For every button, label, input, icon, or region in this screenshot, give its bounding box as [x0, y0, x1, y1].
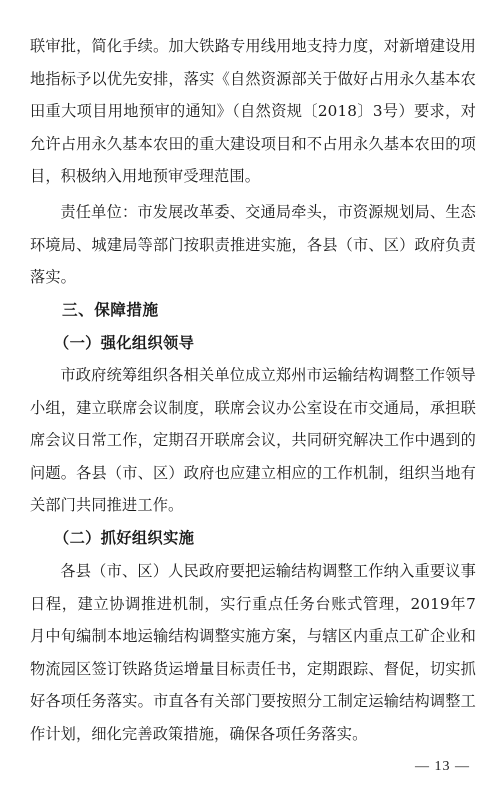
section-heading: 三、保障措施	[62, 301, 159, 319]
paragraph-continuation: 联审批，简化手续。加大铁路专用线用地支持力度，对新增建设用地指标予以优先安排，落实《自然资源部关于做好占用永久基本农田重大项目用地预审的通知》（自然资规〔2018〕3号）要求，对允许占用永久基本农田的重大建设项目和不占用永久基本农田的项目，积极纳入用地预审受理范围。	[30, 37, 476, 186]
subsection-1-body: 市政府统筹组织各相关单位成立郑州市运输结构调整工作领导小组，建立联席会议制度，联席会议办公室设在市交通局，承担联席会议日常工作，定期召开联席会议，共同研究解决工作中遇到的问题。各县（市、区）政府也应建立相应的工作机制，组织当地有关部门共同推进工作。	[30, 366, 476, 515]
paragraph-responsibility: 责任单位：市发展改革委、交通局牵头，市资源规划局、生态环境局、城建局等部门按职责推进实施，各县（市、区）政府负责落实。	[30, 203, 476, 287]
subsection-1-heading: （一）强化组织领导	[54, 334, 195, 352]
page-number: — 13 —	[415, 759, 470, 774]
subsection-2-body: 各县（市、区）人民政府要把运输结构调整工作纳入重要议事日程，建立协调推进机制，实行重点任务台账式管理，2019年7月中旬编制本地运输结构调整实施方案，与辖区内重点工矿企业和物流园区签订铁路货运增量目标责任书，定期跟踪、督促，切实抓好各项任务落实。市直各有关部门要按照分工制定运输结构调整工作计划，细化完善政策措施，确保各项任务落实。	[30, 562, 476, 743]
subsection-2-heading: （二）抓好组织实施	[54, 529, 195, 547]
